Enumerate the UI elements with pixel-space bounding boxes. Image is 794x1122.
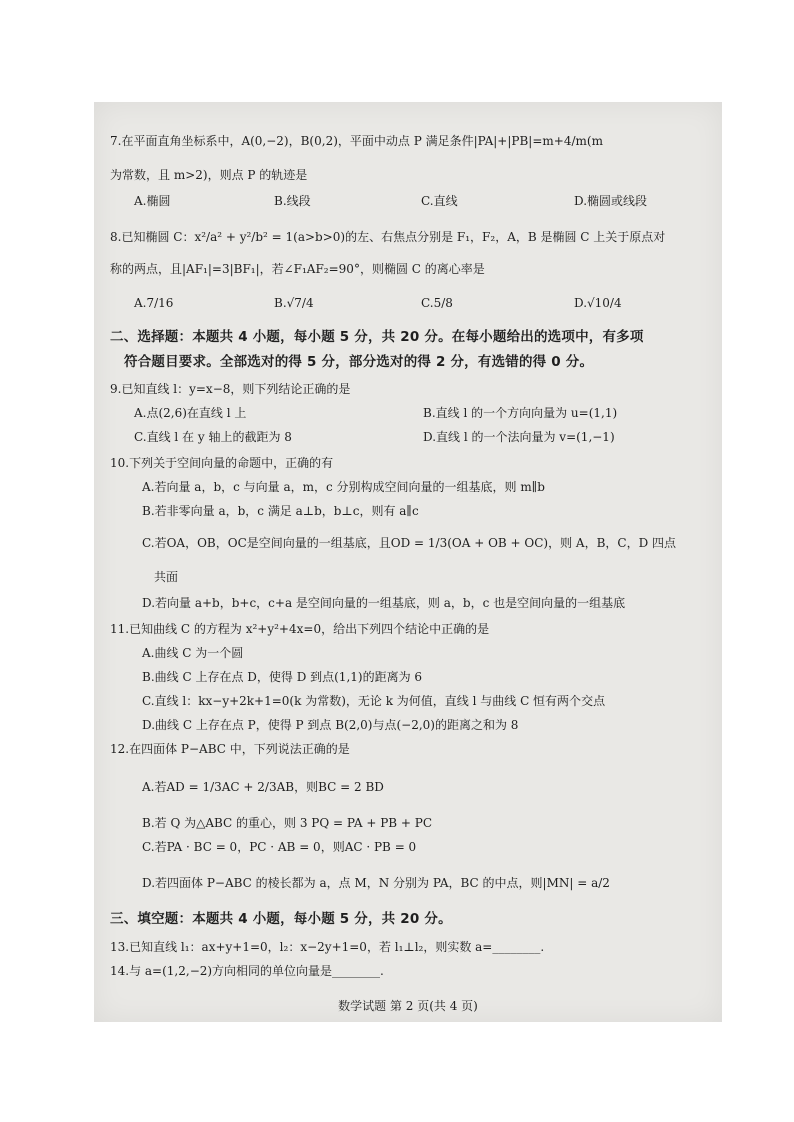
q12-option-a: A.若AD = 1/3AC + 2/3AB，则BC = 2 BD [142, 780, 384, 794]
q8-stem-line1: 8.已知椭圆 C：x²/a² + y²/b² = 1(a>b>0)的左、右焦点分别是 F₁，F₂，A，B 是椭圆 C 上关于原点对 [110, 230, 666, 244]
q8-option-c: C.5/8 [421, 296, 453, 310]
q11-option-b: B.曲线 C 上存在点 D，使得 D 到点(1,1)的距离为 6 [142, 670, 423, 684]
q11-stem: 11.已知曲线 C 的方程为 x²+y²+4x=0，给出下列四个结论中正确的是 [110, 622, 490, 636]
q12-option-c: C.若PA · BC = 0，PC · AB = 0，则AC · PB = 0 [142, 840, 417, 854]
q12-option-d: D.若四面体 P−ABC 的棱长都为 a，点 M，N 分别为 PA，BC 的中点，则|MN| = a/2 [142, 876, 610, 890]
section2-heading-line2: 符合题目要求。全部选对的得 5 分，部分选对的得 2 分，有选错的得 0 分。 [124, 354, 594, 370]
q13-stem: 13.已知直线 l₁：ax+y+1=0，l₂：x−2y+1=0，若 l₁⊥l₂，则实数 a=________. [110, 940, 545, 954]
q7-option-d: D.椭圆或线段 [574, 194, 648, 208]
q11-option-d: D.曲线 C 上存在点 P，使得 P 到点 B(2,0)与点(−2,0)的距离之和为 8 [142, 718, 519, 732]
q10-option-a: A.若向量 a，b，c 与向量 a，m，c 分别构成空间向量的一组基底，则 m∥b [142, 480, 545, 494]
q9-option-d: D.直线 l 的一个法向量为 v=(1,−1) [423, 430, 615, 444]
q10-option-b: B.若非零向量 a，b，c 满足 a⊥b，b⊥c，则有 a∥c [142, 504, 419, 518]
section2-heading-line1: 二、选择题：本题共 4 小题，每小题 5 分，共 20 分。在每小题给出的选项中，有多项 [110, 329, 644, 345]
q7-stem-line1: 7.在平面直角坐标系中，A(0,−2)，B(0,2)，平面中动点 P 满足条件|PA|+|PB|=m+4/m(m [110, 134, 603, 148]
q10-option-d: D.若向量 a+b，b+c，c+a 是空间向量的一组基底，则 a，b，c 也是空间向量的一组基底 [142, 596, 626, 610]
q9-stem: 9.已知直线 l：y=x−8，则下列结论正确的是 [110, 382, 351, 396]
exam-paper [94, 102, 722, 1022]
q9-option-a: A.点(2,6)在直线 l 上 [134, 406, 247, 420]
q9-option-b: B.直线 l 的一个方向向量为 u=(1,1) [423, 406, 618, 420]
q9-option-c: C.直线 l 在 y 轴上的截距为 8 [134, 430, 292, 444]
q8-option-d: D.√10/4 [574, 296, 622, 310]
q12-stem: 12.在四面体 P−ABC 中，下列说法正确的是 [110, 742, 350, 756]
q14-stem: 14.与 a=(1,2,−2)方向相同的单位向量是________. [110, 964, 384, 978]
q10-stem: 10.下列关于空间向量的命题中，正确的有 [110, 456, 334, 470]
q7-option-b: B.线段 [274, 194, 311, 208]
q12-option-b: B.若 Q 为△ABC 的重心，则 3 PQ = PA + PB + PC [142, 816, 433, 830]
q10-option-c-line2: 共面 [154, 570, 179, 584]
q7-stem-line2: 为常数，且 m>2)，则点 P 的轨迹是 [110, 168, 308, 182]
q7-option-c: C.直线 [421, 194, 458, 208]
q8-option-b: B.√7/4 [274, 296, 314, 310]
q8-stem-line2: 称的两点，且|AF₁|=3|BF₁|，若∠F₁AF₂=90°，则椭圆 C 的离心率是 [110, 262, 485, 276]
q11-option-a: A.曲线 C 为一个圆 [142, 646, 244, 660]
q10-option-c-line1: C.若OA，OB，OC是空间向量的一组基底，且OD = 1/3(OA + OB + OC)，则 A，B，C，D 四点 [142, 536, 677, 550]
section3-heading: 三、填空题：本题共 4 小题，每小题 5 分，共 20 分。 [110, 911, 452, 927]
q7-option-a: A.椭圆 [134, 194, 171, 208]
q8-option-a: A.7/16 [134, 296, 174, 310]
page-footer: 数学试题 第 2 页(共 4 页) [338, 999, 478, 1013]
q11-option-c: C.直线 l：kx−y+2k+1=0(k 为常数)，无论 k 为何值，直线 l 与曲线 C 恒有两个交点 [142, 694, 606, 708]
